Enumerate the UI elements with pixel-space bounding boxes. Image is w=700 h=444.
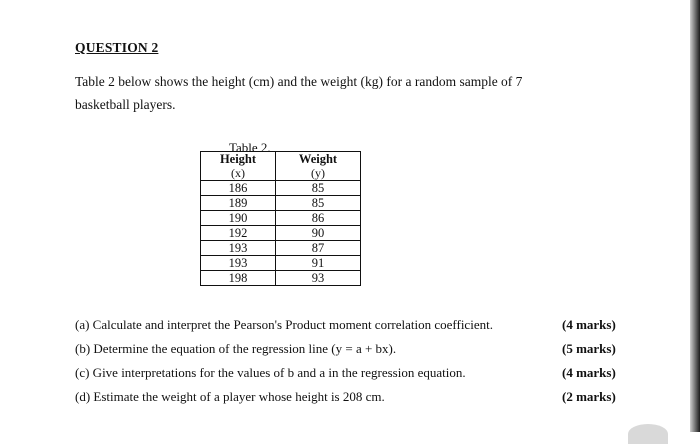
question-marks: (5 marks) [562, 341, 616, 356]
table-row [201, 211, 361, 226]
question-item-d [75, 389, 635, 413]
weight-cell: 93 [276, 271, 361, 286]
question-item-b [75, 341, 635, 365]
weight-cell: 85 [276, 196, 361, 211]
weight-cell: 85 [276, 181, 361, 196]
question-text: (d) Estimate the weight of a player whose height is 208 cm. [75, 389, 385, 404]
height-cell: 186 [201, 181, 276, 196]
question-marks: (2 marks) [562, 389, 616, 404]
question-text: (a) Calculate and interpret the Pearson's Product moment correlation coefficient. [75, 317, 493, 332]
header-height [201, 152, 276, 181]
question-text: (b) Determine the equation of the regression line (y = a + bx). [75, 341, 397, 356]
height-weight-table [200, 151, 361, 286]
question-heading: QUESTION 2 [75, 40, 159, 55]
table-row [201, 271, 361, 286]
table-row [201, 181, 361, 196]
table-row [201, 241, 361, 256]
page-edge-shadow [690, 0, 700, 432]
table-row [201, 226, 361, 241]
header-weight-symbol: (y) [311, 166, 325, 180]
header-weight [276, 152, 361, 181]
table-row [201, 196, 361, 211]
header-height-symbol: (x) [231, 166, 245, 180]
weight-cell: 87 [276, 241, 361, 256]
page-corner-shadow [628, 424, 668, 444]
header-weight-label: Weight [298, 152, 338, 166]
weight-cell: 90 [276, 226, 361, 241]
question-list [75, 317, 635, 413]
weight-cell: 91 [276, 256, 361, 271]
table-caption: Table 2. [229, 140, 271, 155]
question-text: (c) Give interpretations for the values of b and a in the regression equation. [75, 365, 466, 380]
height-cell: 193 [201, 256, 276, 271]
table-row [201, 256, 361, 271]
question-marks: (4 marks) [562, 365, 616, 380]
header-height-label: Height [219, 152, 257, 166]
height-cell: 190 [201, 211, 276, 226]
height-cell: 193 [201, 241, 276, 256]
question-item-c [75, 365, 635, 389]
height-cell: 192 [201, 226, 276, 241]
height-cell: 189 [201, 196, 276, 211]
weight-cell: 86 [276, 211, 361, 226]
question-intro: Table 2 below shows the height (cm) and the weight (kg) for a random sample of 7 basketball players. [75, 74, 523, 112]
height-cell: 198 [201, 271, 276, 286]
question-marks: (4 marks) [562, 317, 616, 332]
question-item-a [75, 317, 635, 341]
